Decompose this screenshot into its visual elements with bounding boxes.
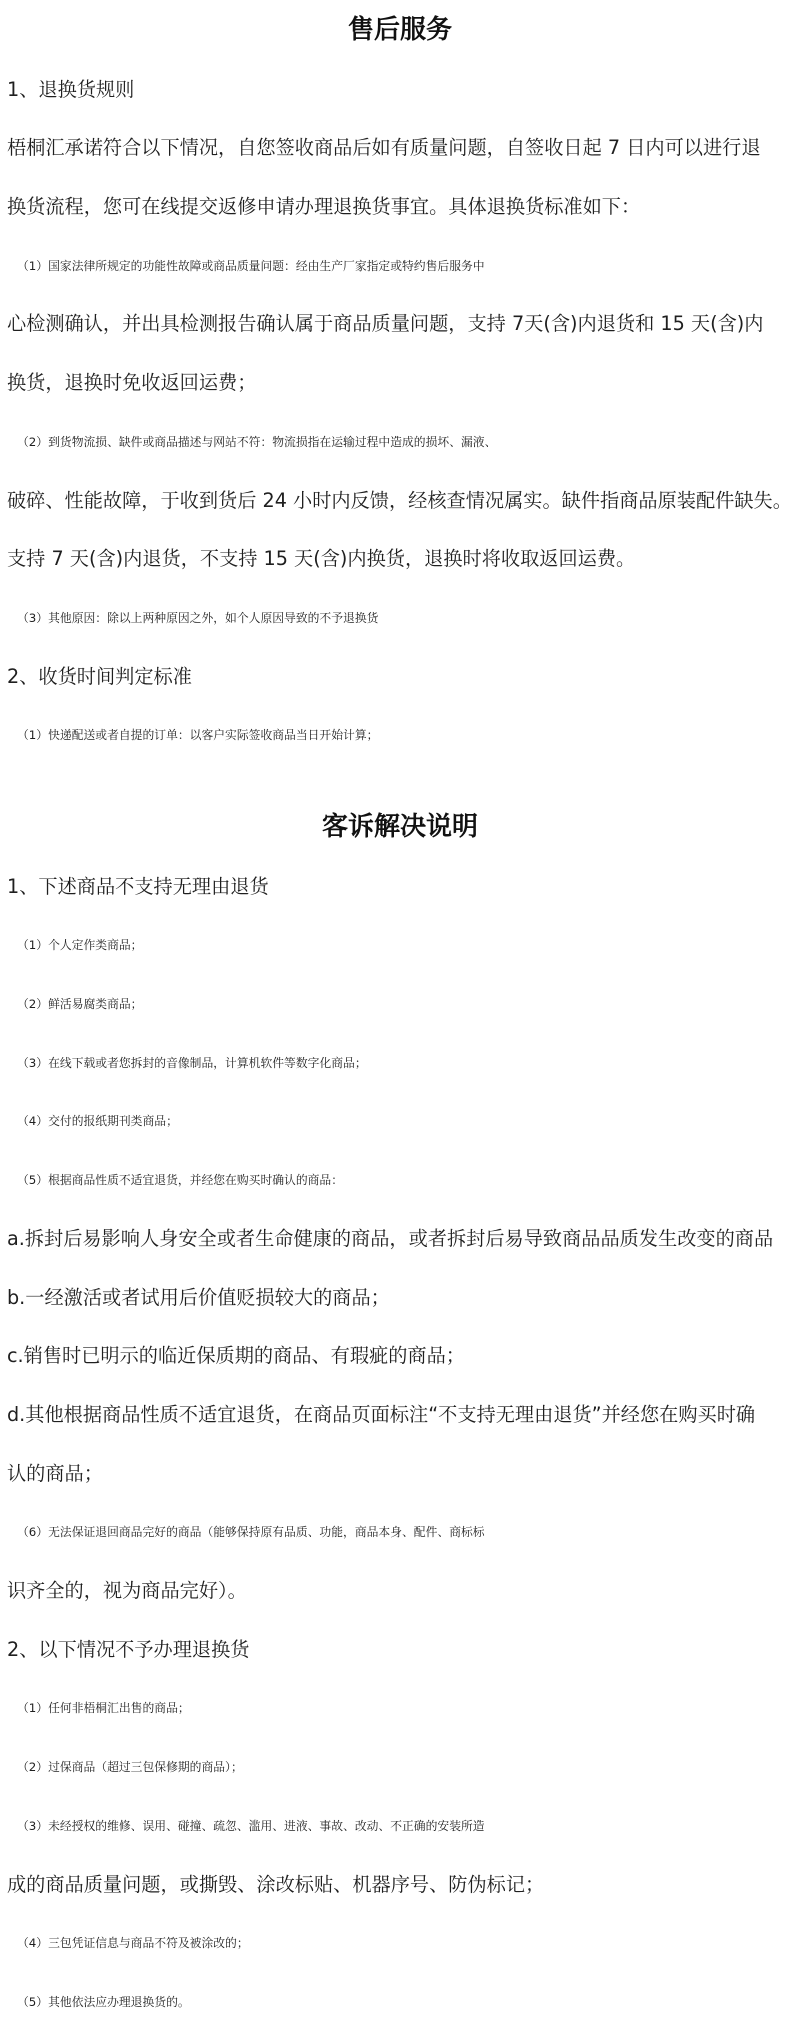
paragraph-line: 支持 7 天(含)内退货，不支持 15 天(含)内换货，退换时将收取返回运费。 [7,547,636,570]
list-item: （1）个人定作类商品； [17,938,143,952]
list-item: （3）在线下载或者您拆封的音像制品，计算机软件等数字化商品； [17,1056,367,1070]
paragraph-line: 破碎、性能故障，于收到货后 24 小时内反馈，经核查情况属实。缺件指商品原装配件缺失。 [7,489,792,512]
list-item: b.一经激活或者试用后价值贬损较大的商品； [7,1286,390,1309]
list-item: （2）过保商品（超过三包保修期的商品）； [17,1760,243,1774]
list-item: 成的商品质量问题，或撕毁、涂改标贴、机器序号、防伪标记； [7,1873,545,1896]
list-item: （2）鲜活易腐类商品； [17,997,143,1011]
paragraph-line: （2）到货物流损、缺件或商品描述与网站不符：物流损指在运输过程中造成的损坏、漏液、 [17,435,497,449]
section-title-after-sales: 售后服务 [347,15,452,45]
paragraph-line: （1）快递配送或者自提的订单：以客户实际签收商品当日开始计算； [17,728,379,742]
paragraph-line: 心检测确认，并出具检测报告确认属于商品质量问题，支持 7天(含)内退货和 15 天(含)内 [7,312,764,335]
list-item: 识齐全的，视为商品完好）。 [7,1579,247,1602]
heading-return-rules: 1、退换货规则 [7,78,135,101]
paragraph-line: 换货流程，您可在线提交返修申请办理退换货事宜。具体退换货标准如下： [7,195,641,218]
paragraph-line: 换货，退换时免收返回运费； [7,371,257,394]
list-item: c.销售时已明示的临近保质期的商品、有瑕疵的商品； [7,1344,465,1367]
list-item: （4）三包凭证信息与商品不符及被涂改的； [17,1936,249,1950]
list-item: 认的商品； [7,1462,103,1485]
heading-receipt-time: 2、收货时间判定标准 [7,665,192,688]
list-item: （6）无法保证退回商品完好的商品（能够保持原有品质、功能，商品本身、配件、商标标 [17,1525,485,1539]
list-item: （4）交付的报纸期刊类商品； [17,1114,178,1128]
heading-no-exchange-cases: 2、以下情况不予办理退换货 [7,1638,250,1661]
list-item: （5）根据商品性质不适宜退货，并经您在购买时确认的商品： [17,1173,344,1187]
paragraph-line: （3）其他原因：除以上两种原因之外，如个人原因导致的不予退换货 [17,611,379,625]
paragraph-line: 梧桐汇承诺符合以下情况，自您签收商品后如有质量问题，自签收日起 7 日内可以进行退 [7,136,761,159]
paragraph-line: （1）国家法律所规定的功能性故障或商品质量问题：经由生产厂家指定或特约售后服务中 [17,259,485,273]
list-item: a.拆封后易影响人身安全或者生命健康的商品，或者拆封后易导致商品品质发生改变的商品 [7,1227,774,1250]
list-item: （1）任何非梧桐汇出售的商品； [17,1701,190,1715]
list-item: （5）其他依法应办理退换货的。 [17,1995,190,2009]
heading-no-return-goods: 1、下述商品不支持无理由退货 [7,875,269,898]
section-title-complaint-resolution: 客诉解决说明 [321,812,478,842]
list-item: d.其他根据商品性质不适宜退货，在商品页面标注“不支持无理由退货”并经您在购买时确 [7,1403,756,1426]
list-item: （3）未经授权的维修、误用、碰撞、疏忽、滥用、进液、事故、改动、不正确的安装所造 [17,1819,485,1833]
